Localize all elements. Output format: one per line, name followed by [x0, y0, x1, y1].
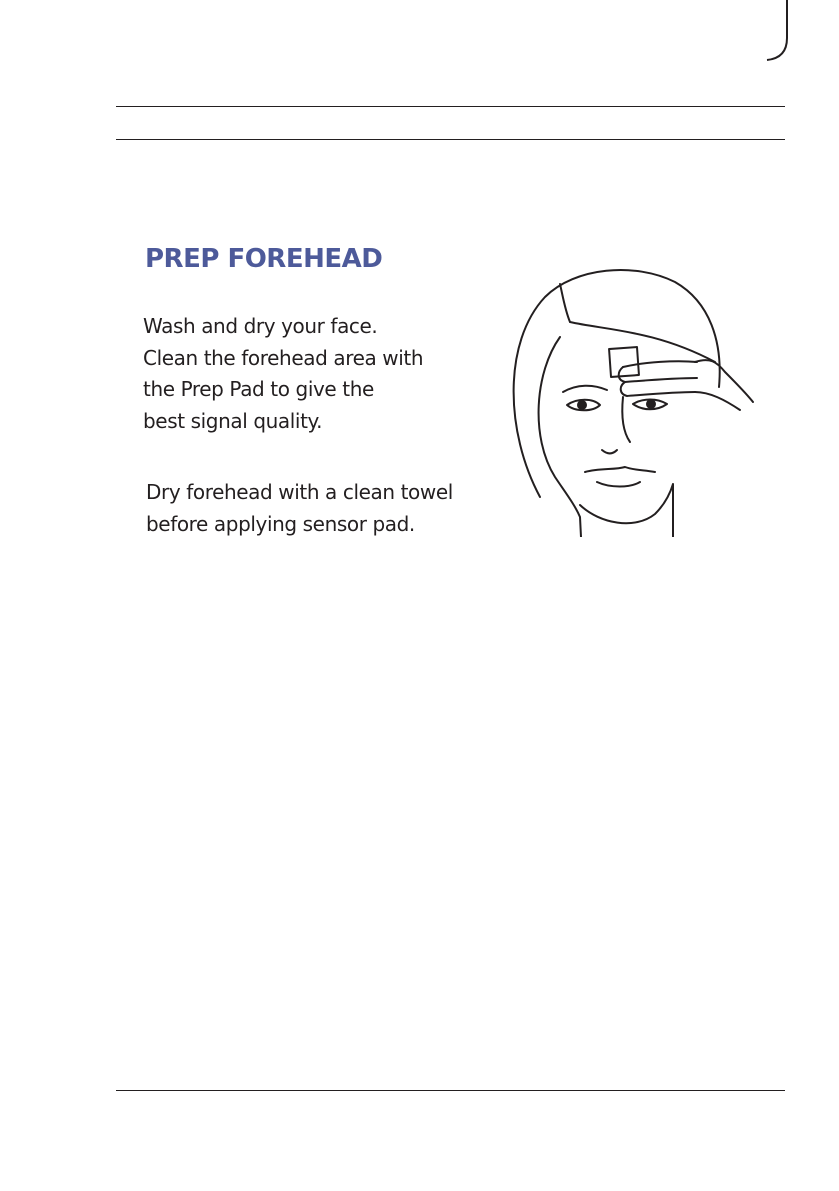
hair-outline	[514, 270, 720, 497]
instruction-line: best signal quality.	[143, 408, 323, 433]
instruction-line: Clean the forehead area with	[143, 345, 424, 370]
prep-pad	[609, 347, 639, 377]
hair-part	[560, 284, 570, 322]
left-eyebrow	[563, 386, 607, 392]
hairline	[570, 322, 715, 362]
hand-finger-3	[621, 382, 695, 396]
note-line: before applying sensor pad.	[146, 511, 415, 536]
instructions-text	[143, 311, 423, 437]
section-title: PREP FOREHEAD	[145, 244, 383, 274]
instruction-line: the Prep Pad to give the	[143, 377, 374, 401]
header-rule-bottom	[116, 139, 785, 140]
note-line: Dry forehead with a clean towel	[146, 480, 453, 504]
footer-rule	[116, 1090, 785, 1091]
nose	[622, 397, 630, 442]
instruction-line: Wash and dry your face.	[143, 314, 378, 338]
hand-finger-1	[623, 361, 697, 367]
hand-finger-2	[619, 367, 697, 382]
jaw-contour	[580, 484, 673, 537]
header-rule-top	[116, 106, 785, 107]
hand-back	[695, 360, 753, 402]
corner-crop-mark	[760, 0, 800, 62]
face-left-contour	[539, 337, 581, 537]
face-prep-pad-illustration-icon	[505, 262, 755, 537]
note-text	[146, 477, 453, 540]
mouth	[585, 467, 655, 472]
